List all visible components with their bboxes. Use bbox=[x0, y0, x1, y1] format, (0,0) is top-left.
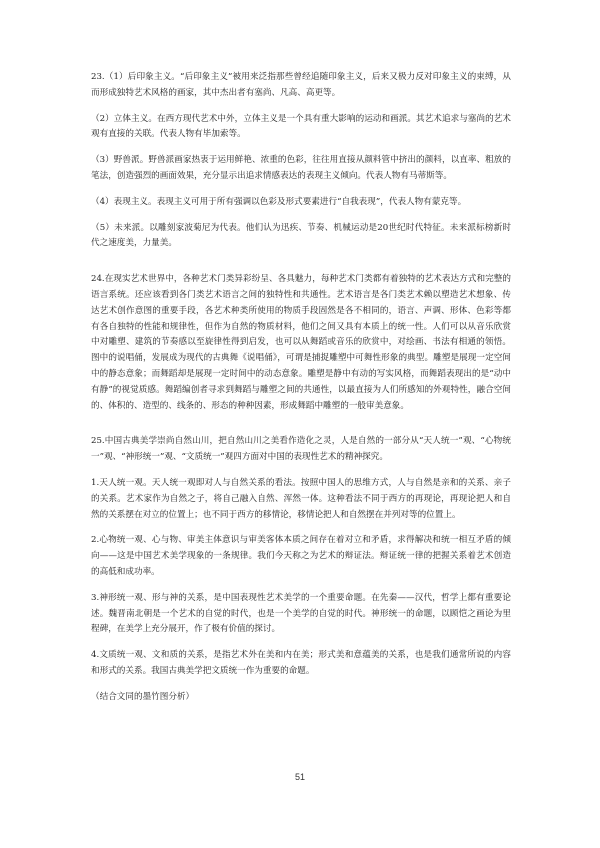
document-body bbox=[91, 70, 511, 713]
answer-25-note: （结合文同的墨竹图分析） bbox=[91, 691, 195, 702]
answer-23-expressionism: （4）表现主义。表现主义可用于所有强调以色彩及形式要素进行“自我表现”，代表人物有蒙克等。 bbox=[91, 196, 467, 207]
answer-23-fauvism: （3）野兽派。野兽派画家热衷于运用鲜艳、浓重的色彩，往往用直接从颜料管中挤出的颜料，以直率、粗放的笔法，创造强烈的画面效果，充分显示出追求情感表达的表现主义倾向。代表人物有马蒂斯等。 bbox=[91, 155, 511, 181]
answer-23-post-impressionism: 23.（1）后印象主义。“后印象主义”被用来泛指那些曾经追随印象主义，后来又极力反对印象主义的束缚，从而形成独特艺术风格的画家，其中杰出者有塞尚、凡高、高更等。 bbox=[91, 72, 511, 98]
answer-25-intro: 25.中国古典美学崇尚自然山川，把自然山川之美看作造化之灵，人是自然的一部分从“天人统一”观、“心物统一”观、“神形统一”观、“文质统一”观四方面对中国的表现性艺术的精神探究。 bbox=[91, 436, 511, 463]
answer-23-cubism: （2）立体主义。在西方现代艺术中外，立体主义是一个具有重大影响的运动和画派。其艺术追求与塞尚的艺术观有直接的关联。代表人物有毕加索等。 bbox=[91, 113, 511, 140]
answer-25-mind-object: 2.心物统一观、心与物、审美主体意识与审美客体本质之间存在着对立和矛盾，求得解决和统一相互矛盾的倾向——这是中国艺术美学现象的一条规律。我们今天称之为艺术的辩证法。辩证统一律的把握关系着艺术创造的高低和成功率。 bbox=[91, 535, 511, 577]
answer-23-futurism: （5）未来派。以雕刻家波菊尼为代表。他们认为迅疾、节奏、机械运动是20世纪时代特征。未来派标榜新时代之速度美，力量美。 bbox=[91, 222, 511, 249]
answer-25-heaven-human: 1.天人统一观。天人统一观即对人与自然关系的看法。按照中国人的思维方式，人与自然是亲和的关系、亲子的关系。艺术家作为自然之子，将自己融入自然、浑然一体。这种看法不同于西方的再现论，再现论把人和自然的关系摆在对立的位置上；也不同于西方的移情论，移情论把人和自然摆在并列对等的位置上。 bbox=[91, 477, 511, 520]
answer-25-form-substance: 4.文质统一观、文和质的关系，是指艺术外在美和内在美；形式美和意蕴美的关系，也是我们通常所说的内容和形式的关系。我国古典美学把文质统一作为重要的命题。 bbox=[91, 650, 511, 676]
page-number: 51 bbox=[294, 772, 305, 782]
answer-25-spirit-form: 3.神形统一观、形与神的关系，是中国表现性艺术美学的一个重要命题。在先秦——汉代，哲学上都有重要论述。魏晋南北朝是一个艺术的自觉的时代，也是一个美学的自觉的时代。神形统一的命题，以顾恺之画论为里程碑，在美学上充分展开，作了极有价值的探讨。 bbox=[91, 592, 511, 635]
answer-24: 24.在现实艺术世界中，各种艺术门类异彩纷呈、各具魅力，每种艺术门类都有着独特的艺术表达方式和完整的语言系统。还应该看到各门类艺术语言之间的独特性和共通性。艺术语言是各门类艺术赖以塑造艺术想象、传达艺术创作意图的重要手段，各艺术种类所使用的物质手段固然是各不相同的，语言、声调、形体、色彩等都有各自独特的性能和规律性，但作为自然的物质材料，他们之间又具有本质上的统一性。人们可以从音乐欣赏中对雕塑、建筑的节奏感以至旋律性得到启发，也可以从舞蹈或音乐的欣赏中，对绘画、书法有相通的领悟。图中的说唱俑，发展成为现代的古典舞《说唱俑》，可谓是捕捉雕塑中可舞性形象的典型。雕塑是展现一定空间中的静态意象；而舞蹈却是展现一定时间中的动态意象。雕塑是静中有动的写实风格，而舞蹈表现出的是“动中有静”的视觉质感。舞蹈编创者寻求到舞蹈与雕塑之间的共通性，以最直接为人们所感知的外观特性，融合空间的、体积的、造型的、线条的、形态的种种因素，形成舞蹈中雕塑的一般审美意象。 bbox=[91, 274, 511, 411]
